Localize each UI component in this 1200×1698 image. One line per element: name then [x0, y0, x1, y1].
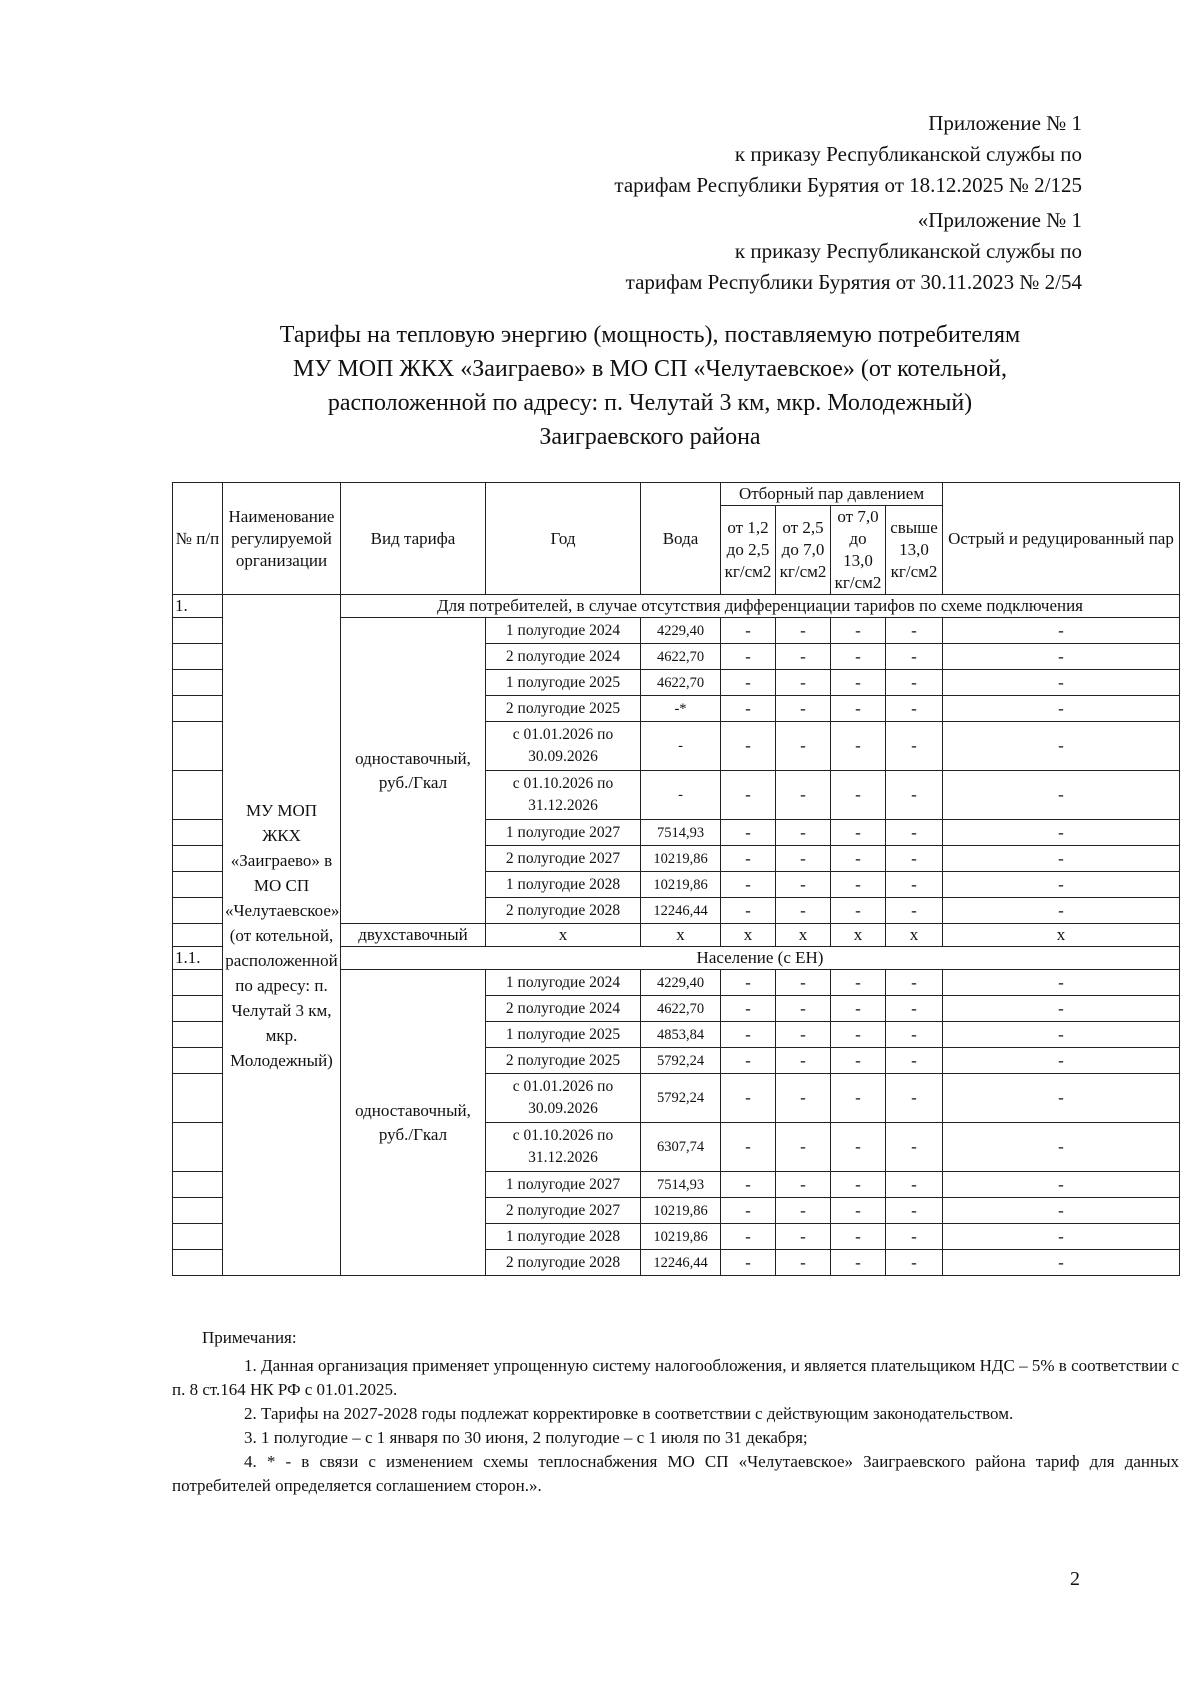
- header-steam-group: Отборный пар давлением: [721, 483, 943, 506]
- page-number: 2: [1070, 1568, 1080, 1590]
- steam-value: -: [886, 644, 943, 670]
- notes-heading: Примечания:: [202, 1328, 297, 1347]
- header-pressure-3: от 7,0 до 13,0 кг/см2: [831, 506, 886, 595]
- steam-value: -: [776, 618, 831, 644]
- water-value: 7514,93: [641, 1172, 721, 1198]
- steam-value: -: [886, 1224, 943, 1250]
- section-label: Население (с ЕН): [341, 947, 1180, 970]
- row-num: [173, 696, 223, 722]
- steam-value: -: [721, 618, 776, 644]
- steam-value: -: [886, 872, 943, 898]
- steam-value: -: [886, 1048, 943, 1074]
- sharp-value: -: [943, 696, 1180, 722]
- water-value: 4622,70: [641, 644, 721, 670]
- sharp-value: -: [943, 644, 1180, 670]
- sharp-value: -: [943, 1250, 1180, 1276]
- row-num: [173, 820, 223, 846]
- row-num: [173, 618, 223, 644]
- steam-value: -: [886, 618, 943, 644]
- year-cell: с 01.10.2026 по 31.12.2026: [486, 771, 641, 820]
- row-num: [173, 1048, 223, 1074]
- steam-value: -: [776, 1022, 831, 1048]
- year-cell: 1 полугодие 2024: [486, 970, 641, 996]
- row-num: [173, 771, 223, 820]
- sharp-value: х: [943, 924, 1180, 947]
- steam-value: -: [776, 644, 831, 670]
- steam-value: -: [776, 1074, 831, 1123]
- steam-value: -: [721, 722, 776, 771]
- year-cell: 1 полугодие 2025: [486, 1022, 641, 1048]
- year-cell: 1 полугодие 2027: [486, 1172, 641, 1198]
- steam-value: -: [831, 1048, 886, 1074]
- row-num: [173, 1198, 223, 1224]
- steam-value: -: [721, 670, 776, 696]
- water-value: 4622,70: [641, 670, 721, 696]
- year-cell: 2 полугодие 2028: [486, 898, 641, 924]
- row-num: [173, 846, 223, 872]
- steam-value: -: [886, 970, 943, 996]
- steam-value: -: [776, 820, 831, 846]
- sharp-value: -: [943, 1022, 1180, 1048]
- steam-value: -: [886, 1074, 943, 1123]
- steam-value: х: [721, 924, 776, 947]
- steam-value: -: [886, 1250, 943, 1276]
- header-year: Год: [486, 483, 641, 595]
- steam-value: -: [831, 996, 886, 1022]
- steam-value: -: [776, 970, 831, 996]
- steam-value: -: [776, 696, 831, 722]
- sharp-value: -: [943, 722, 1180, 771]
- water-value: 10219,86: [641, 1198, 721, 1224]
- steam-value: -: [886, 1172, 943, 1198]
- steam-value: -: [886, 1198, 943, 1224]
- steam-value: -: [776, 1224, 831, 1250]
- steam-value: -: [886, 771, 943, 820]
- steam-value: -: [721, 1250, 776, 1276]
- sharp-value: -: [943, 670, 1180, 696]
- header-pressure-4: свыше 13,0 кг/см2: [886, 506, 943, 595]
- steam-value: -: [721, 1074, 776, 1123]
- steam-value: -: [776, 1198, 831, 1224]
- appendix-line: к приказу Республиканской службы по: [734, 239, 1082, 263]
- row-num: [173, 1074, 223, 1123]
- row-num: [173, 996, 223, 1022]
- water-value: 12246,44: [641, 1250, 721, 1276]
- water-value: 10219,86: [641, 1224, 721, 1250]
- appendix-line: «Приложение № 1: [917, 208, 1082, 232]
- year-cell: с 01.10.2026 по 31.12.2026: [486, 1123, 641, 1172]
- year-cell: 2 полугодие 2027: [486, 1198, 641, 1224]
- steam-value: -: [776, 771, 831, 820]
- steam-value: -: [776, 670, 831, 696]
- steam-value: -: [831, 1198, 886, 1224]
- year-cell: 1 полугодие 2028: [486, 872, 641, 898]
- steam-value: -: [886, 722, 943, 771]
- steam-value: -: [776, 722, 831, 771]
- water-value: -: [641, 771, 721, 820]
- header-num: № п/п: [173, 483, 223, 595]
- water-value: 4622,70: [641, 996, 721, 1022]
- header-org: Наименование регулируемой организации: [223, 483, 341, 595]
- steam-value: -: [721, 1123, 776, 1172]
- year-cell: 1 полугодие 2024: [486, 618, 641, 644]
- sharp-value: -: [943, 771, 1180, 820]
- steam-value: -: [776, 1048, 831, 1074]
- sharp-value: -: [943, 970, 1180, 996]
- steam-value: -: [776, 872, 831, 898]
- steam-value: -: [721, 1048, 776, 1074]
- sharp-value: -: [943, 846, 1180, 872]
- row-num: [173, 670, 223, 696]
- water-value: 12246,44: [641, 898, 721, 924]
- steam-value: -: [831, 1172, 886, 1198]
- year-cell: 2 полугодие 2025: [486, 1048, 641, 1074]
- water-value: 5792,24: [641, 1074, 721, 1123]
- note-item: 2. Тарифы на 2027-2028 годы подлежат корректировке в соответствии с действующим законодательством.: [244, 1404, 1014, 1423]
- steam-value: -: [721, 696, 776, 722]
- sharp-value: -: [943, 1123, 1180, 1172]
- tariff-table: [172, 482, 1180, 1276]
- steam-value: -: [776, 846, 831, 872]
- steam-value: х: [886, 924, 943, 947]
- row-num: [173, 644, 223, 670]
- section-label: Для потребителей, в случае отсутствия дифференциации тарифов по схеме подключения: [341, 595, 1180, 618]
- steam-value: -: [831, 846, 886, 872]
- year-cell: 2 полугодие 2024: [486, 996, 641, 1022]
- steam-value: -: [831, 771, 886, 820]
- water-value: -*: [641, 696, 721, 722]
- steam-value: -: [721, 820, 776, 846]
- header-pressure-2: от 2,5 до 7,0 кг/см2: [776, 506, 831, 595]
- sharp-value: -: [943, 618, 1180, 644]
- section-num: 1.: [173, 595, 223, 618]
- steam-value: -: [831, 618, 886, 644]
- sharp-value: -: [943, 1224, 1180, 1250]
- year-cell: 2 полугодие 2027: [486, 846, 641, 872]
- steam-value: -: [831, 1074, 886, 1123]
- header-tariff-type: Вид тарифа: [341, 483, 486, 595]
- row-num: [173, 970, 223, 996]
- sharp-value: -: [943, 1048, 1180, 1074]
- title-line: Тарифы на тепловую энергию (мощность), поставляемую потребителям: [279, 322, 1021, 348]
- header-water: Вода: [641, 483, 721, 595]
- year-cell: 1 полугодие 2025: [486, 670, 641, 696]
- steam-value: -: [831, 898, 886, 924]
- steam-value: -: [831, 644, 886, 670]
- steam-value: -: [721, 1224, 776, 1250]
- water-value: 7514,93: [641, 820, 721, 846]
- water-value: 4853,84: [641, 1022, 721, 1048]
- appendix-reference-current: [614, 108, 1082, 201]
- org-name: МУ МОП ЖКХ «Заиграево» в МО СП «Челутаевское» (от котельной, расположенной по адресу: п. Челутай 3 км, мкр. Молодежный): [223, 595, 341, 1276]
- title-line: Заиграевского района: [539, 424, 761, 450]
- steam-value: -: [776, 1172, 831, 1198]
- water-value: 4229,40: [641, 618, 721, 644]
- water-value: 10219,86: [641, 872, 721, 898]
- sharp-value: -: [943, 1074, 1180, 1123]
- year-cell: 1 полугодие 2027: [486, 820, 641, 846]
- notes-section: [172, 1326, 1179, 1498]
- water-value: 6307,74: [641, 1123, 721, 1172]
- steam-value: -: [721, 996, 776, 1022]
- tariff-type-two-part: двухставочный: [341, 924, 486, 947]
- steam-value: -: [886, 820, 943, 846]
- steam-value: -: [721, 1022, 776, 1048]
- steam-value: -: [831, 1022, 886, 1048]
- sharp-value: -: [943, 820, 1180, 846]
- steam-value: -: [831, 1224, 886, 1250]
- steam-value: -: [831, 872, 886, 898]
- steam-value: -: [831, 670, 886, 696]
- water-value: 4229,40: [641, 970, 721, 996]
- steam-value: -: [721, 872, 776, 898]
- steam-value: х: [831, 924, 886, 947]
- sharp-value: -: [943, 1172, 1180, 1198]
- water-value: х: [641, 924, 721, 947]
- appendix-line: тарифам Республики Бурятия от 30.11.2023 № 2/54: [625, 270, 1082, 294]
- steam-value: -: [831, 1250, 886, 1276]
- sharp-value: -: [943, 872, 1180, 898]
- note-item: 4. * - в связи с изменением схемы теплоснабжения МО СП «Челутаевское» Заиграевского района тариф для данных потребителей определяется соглашением сторон.».: [172, 1452, 1179, 1495]
- water-value: 10219,86: [641, 846, 721, 872]
- steam-value: -: [721, 771, 776, 820]
- steam-value: -: [886, 898, 943, 924]
- appendix-line: Приложение № 1: [928, 111, 1082, 135]
- sharp-value: -: [943, 898, 1180, 924]
- steam-value: -: [886, 846, 943, 872]
- row-num: [173, 924, 223, 947]
- appendix-reference-original: [626, 205, 1082, 298]
- steam-value: -: [721, 898, 776, 924]
- title-line: расположенной по адресу: п. Челутай 3 км, мкр. Молодежный): [327, 390, 973, 416]
- steam-value: -: [776, 1123, 831, 1172]
- steam-value: -: [886, 670, 943, 696]
- steam-value: -: [721, 970, 776, 996]
- row-num: [173, 1123, 223, 1172]
- row-num: [173, 1022, 223, 1048]
- steam-value: -: [831, 820, 886, 846]
- section-num: 1.1.: [173, 947, 223, 970]
- year-cell: 2 полугодие 2028: [486, 1250, 641, 1276]
- year-cell: с 01.01.2026 по 30.09.2026: [486, 1074, 641, 1123]
- note-item: 3. 1 полугодие – с 1 января по 30 июня, 2 полугодие – с 1 июля по 31 декабря;: [244, 1428, 808, 1447]
- sharp-value: -: [943, 996, 1180, 1022]
- year-cell: 2 полугодие 2025: [486, 696, 641, 722]
- steam-value: -: [776, 1250, 831, 1276]
- steam-value: -: [721, 1172, 776, 1198]
- steam-value: -: [721, 846, 776, 872]
- steam-value: -: [886, 696, 943, 722]
- row-num: [173, 872, 223, 898]
- steam-value: -: [886, 1123, 943, 1172]
- row-num: [173, 722, 223, 771]
- title-line: МУ МОП ЖКХ «Заиграево» в МО СП «Челутаевское» (от котельной,: [293, 356, 1007, 382]
- row-num: [173, 898, 223, 924]
- appendix-line: тарифам Республики Бурятия от 18.12.2025 № 2/125: [614, 173, 1082, 197]
- steam-value: -: [721, 644, 776, 670]
- steam-value: -: [831, 970, 886, 996]
- steam-value: х: [776, 924, 831, 947]
- document-title: [170, 318, 1130, 454]
- year-cell: 1 полугодие 2028: [486, 1224, 641, 1250]
- steam-value: -: [886, 1022, 943, 1048]
- steam-value: -: [886, 996, 943, 1022]
- water-value: 5792,24: [641, 1048, 721, 1074]
- note-item: 1. Данная организация применяет упрощенную систему налогообложения, и является плательщиком НДС – 5% в соответствии с п. 8 ст.164 НК РФ с 01.01.2025.: [172, 1356, 1179, 1399]
- tariff-type: одноставочный, руб./Гкал: [341, 618, 486, 924]
- row-num: [173, 1172, 223, 1198]
- steam-value: -: [831, 696, 886, 722]
- steam-value: -: [776, 898, 831, 924]
- header-pressure-1: от 1,2 до 2,5 кг/см2: [721, 506, 776, 595]
- year-cell: с 01.01.2026 по 30.09.2026: [486, 722, 641, 771]
- row-num: [173, 1250, 223, 1276]
- appendix-line: к приказу Республиканской службы по: [734, 142, 1082, 166]
- steam-value: -: [831, 722, 886, 771]
- year-cell: х: [486, 924, 641, 947]
- year-cell: 2 полугодие 2024: [486, 644, 641, 670]
- tariff-type: одноставочный, руб./Гкал: [341, 970, 486, 1276]
- steam-value: -: [831, 1123, 886, 1172]
- steam-value: -: [721, 1198, 776, 1224]
- steam-value: -: [776, 996, 831, 1022]
- row-num: [173, 1224, 223, 1250]
- water-value: -: [641, 722, 721, 771]
- sharp-value: -: [943, 1198, 1180, 1224]
- header-sharp-steam: Острый и редуцированный пар: [943, 483, 1180, 595]
